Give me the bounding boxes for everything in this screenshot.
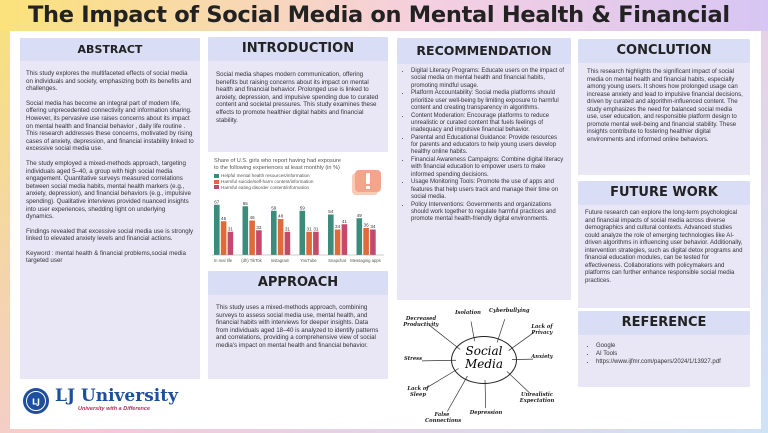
bar-value-label: 41 — [341, 218, 347, 224]
svg-text:LJ: LJ — [31, 397, 41, 407]
recommendation-item: • Parental and Educational Guidance: Provide resources for parents and educators to help young users develop healthy online habits. — [411, 135, 565, 157]
recommendation-item: • Content Moderation: Encourage platforms to reduce unrealistic or curated content that fuels feelings of inadequacy and impulsive financial behavior. — [411, 113, 565, 135]
chart-bar — [363, 228, 369, 255]
chart-bar — [214, 205, 220, 255]
poster-title: The Impact of Social Media on Mental Health & Financial — [28, 2, 730, 28]
reference-list — [584, 343, 744, 366]
recommendation-box — [397, 64, 571, 300]
diagram-label: Stress — [403, 356, 423, 362]
x-tick-label: (dh) TikTok — [241, 258, 262, 263]
bar-value-label: 67 — [214, 199, 220, 205]
abstract-box — [20, 61, 200, 379]
university-logo — [22, 386, 202, 418]
recommendation-item: • Platform Accountability: Social media platforms should prioritize user well-being by limiting exposure to harmful content and creating transparency in algorithms. — [411, 90, 565, 112]
diagram-label: Unrealistic Expectation — [519, 392, 555, 404]
bar-value-label: 31 — [227, 226, 233, 232]
recommendation-item: • Policy Interventions: Governments and organizations should work together to regulate harmful practices and promote mental health-friendly digital environments. — [411, 202, 565, 224]
chart-bar — [306, 232, 312, 255]
abstract-p4: Findings revealed that excessive social media use is strongly linked to elevated anxiety levels and financial actions. — [26, 227, 194, 243]
diagram-label: Anxiety — [531, 354, 553, 360]
bar-value-label: 49 — [356, 212, 362, 218]
university-seal-icon — [22, 387, 50, 415]
legend-label: Harmful eating disorder content/information — [221, 184, 310, 190]
reference-item: • Google — [596, 343, 744, 350]
abstract-heading: ABSTRACT — [20, 38, 200, 61]
recommendation-list — [401, 68, 565, 223]
bar-value-label: 48 — [278, 213, 284, 219]
bar-value-label: 36 — [363, 222, 369, 228]
reference-item: • https://www.ijfmr.com/papers/2024/1/13927.pdf — [596, 359, 744, 366]
chart-bar — [221, 221, 227, 255]
bar-value-label: 65 — [242, 200, 248, 206]
diagram-center — [451, 336, 517, 384]
bar-value-label: 59 — [271, 205, 277, 211]
bar-value-label: 31 — [306, 226, 312, 232]
x-tick-label: In real life — [213, 258, 233, 263]
bar-chart — [208, 152, 388, 265]
introduction-heading: INTRODUCTION — [208, 37, 388, 61]
abstract-p3: The study employed a mixed-methods approach, targeting individuals aged 5–40, a group with high social media engagement. Quantitative surveys measured correlations between social media habits, mental health markers (e.g., anxiety, depression), and financial behaviors (e.g., impulsive spending). Qualitative interviews provided nuanced insights into user experiences, shedding light on underlying dynamics. — [26, 159, 191, 221]
legend-label: Helpful mental health resources/information — [221, 173, 310, 178]
recommendation-item: • Financial Awareness Campaigns: Combine digital literacy with financial education to empower users to make informed spending decisions. — [411, 157, 565, 179]
chart-bar — [357, 218, 363, 255]
reference-box — [578, 335, 750, 387]
x-tick-label: Instagram — [270, 258, 290, 263]
chart-bar — [300, 211, 306, 255]
bar-value-label: 31 — [313, 226, 319, 232]
bar-value-label: 45 — [221, 215, 227, 221]
chart-bar — [342, 224, 348, 255]
chart-bar — [271, 211, 277, 255]
bar-value-label: 54 — [328, 209, 334, 214]
approach-box — [208, 295, 388, 379]
reference-item: • AI Tools — [596, 351, 744, 358]
x-tick-label: Messaging apps — [350, 258, 381, 263]
chart-bar — [256, 230, 262, 255]
conclusion-heading: CONCLUTION — [578, 39, 750, 63]
legend-label: Harmful suicide/self-harm content/information — [221, 178, 314, 184]
diagram-arrow — [507, 371, 530, 393]
university-tagline: University with a Difference — [78, 406, 151, 412]
recommendation-heading: RECOMMENDATION — [397, 38, 571, 64]
abstract-keywords: Keyword : mental health & financial problems,social media targeted user — [26, 249, 186, 265]
introduction-box — [208, 61, 388, 152]
introduction-text: Social media shapes modern communication, offering benefits but raising concerns about its impact on mental health and financial behavior. Prolonged use is linked to anxiety, depression, and impulsive spending due to curated content and societal pressures. This study examines these effects to promote healthier digital habits and financial stability. — [216, 71, 379, 124]
bar-value-label: 34 — [370, 224, 376, 229]
abstract-p2: Social media has become an integral part of modern life, offering unprecedented connectivity and information sharing. However, its pervasive use raises concerns about its impact on mental health and financial behavior , daily life routine . This research addresses these concerns, motivated by rising cases of anxiety, depression, and financial instability linked to excessive social media use. — [26, 99, 194, 153]
approach-text: This study uses a mixed-methods approach, combining surveys to assess social media use, mental health, and financial habits with interviews for deeper insights. Data from individuals aged 18–40 is analyzed to identify patterns and correlations, providing a comprehensive view of social media's impact on mental health and financial behavior. — [216, 304, 379, 349]
diagram-label: Cyberbullying — [489, 308, 530, 314]
diagram-arrow — [485, 380, 486, 408]
chart-bar — [335, 230, 341, 256]
future-work-text: Future research can explore the long-term psychological and financial impacts of social media across diverse demographics and cultural contexts. Advanced studies could analyze the role of emerging technologies like AI-driven algorithms in influencing user behavior. Additionally, intervention strategies, such as digital detox programs and financial education modules, can be tested for effectiveness. Collaborations with policymakers and platforms can further enhance responsible social media practices. — [585, 209, 743, 284]
chart-bar — [278, 219, 284, 255]
diagram-label: Isolation — [455, 310, 481, 316]
future-work-heading: FUTURE WORK — [578, 181, 750, 205]
reference-heading: REFERENCE — [578, 311, 750, 335]
diagram-label: Depression — [469, 410, 503, 416]
chart-bar — [313, 232, 319, 255]
x-tick-label: YouTube — [300, 258, 317, 263]
chart-bar — [243, 206, 249, 255]
conclusion-box — [578, 63, 750, 175]
chart-bar — [328, 215, 334, 256]
chart-bar — [228, 232, 234, 255]
bar-value-label: 59 — [299, 205, 305, 211]
conclusion-text: This research highlights the significant impact of social media on mental health and financial habits, especially among young users. It shows how prolonged usage can increase anxiety and lead to impulsive financial decisions, driven by curated and algorithm-influenced content. The study emphasizes the need for balanced social media use, user education, and responsible platform design to promote mental well-being and financial stability. These insights contribute to fostering healthier digital environments and informed online behaviors. — [587, 68, 743, 143]
future-work-box — [578, 205, 750, 308]
recommendation-item: • Usage Monitoring Tools: Promote the use of apps and features that help users track and manage their time on social media. — [411, 179, 565, 201]
diagram-center-line2: Media — [464, 357, 504, 371]
bar-value-label: 34 — [335, 224, 341, 229]
diagram-label: Decreased Productivity — [403, 316, 439, 328]
diagram-arrow — [447, 376, 467, 411]
bar-value-label: 46 — [249, 215, 255, 220]
x-tick-label: Snapchat — [328, 258, 346, 263]
chart-panel — [208, 152, 388, 265]
diagram-label: Lack of Sleep — [407, 386, 429, 398]
diagram-label: False Connections — [425, 412, 462, 424]
chart-title: Share of U.S. girls who report having had exposure to the following experiences at least monthly (in %) — [214, 158, 341, 171]
bar-value-label: 31 — [284, 226, 290, 232]
chat-bubble-icon — [355, 170, 381, 192]
chart-bar — [370, 230, 376, 256]
chart-bar — [249, 221, 255, 256]
recommendation-item: • Digital Literacy Programs: Educate users on the impact of social media on mental health and financial habits, promoting mindful usage. — [411, 68, 565, 90]
approach-heading: APPROACH — [208, 271, 388, 295]
diagram-center-line1: Social — [465, 344, 503, 358]
university-name: LJ University — [55, 386, 178, 406]
title-banner — [0, 0, 768, 31]
abstract-p1: This study explores the multifaceted effects of social media on individuals and society, emphasizing both its benefits and challenges. — [26, 70, 192, 93]
social-media-diagram — [397, 302, 571, 429]
chart-bar — [285, 232, 291, 255]
bar-value-label: 33 — [256, 224, 262, 230]
diagram-label: Lack of Privacy — [531, 324, 553, 336]
